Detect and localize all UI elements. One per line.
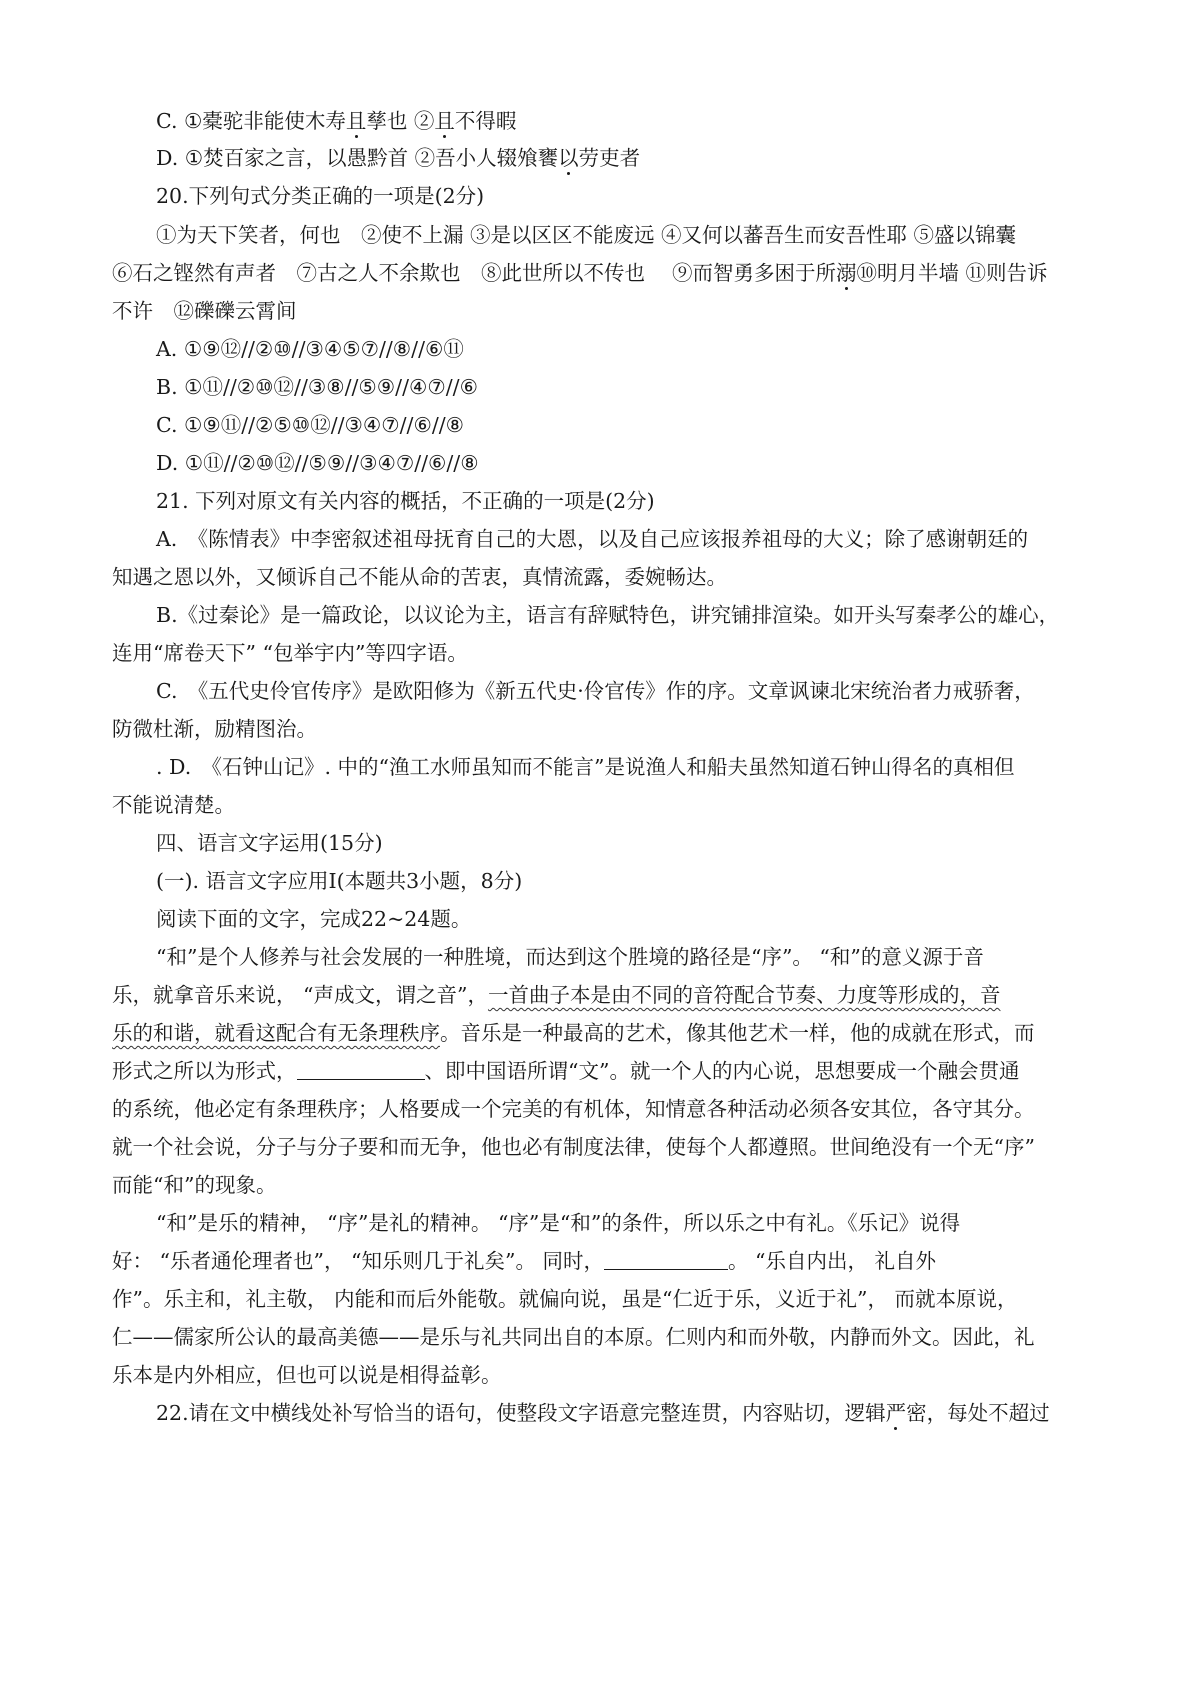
q22-stem: 22.请在文中横线处补写恰当的语句，使整段文字语意完整连贯，内容贴切，逻辑严密，每处不超过 bbox=[156, 1401, 1050, 1425]
q20-option-b: B. ①⑪//②⑩⑫//③⑧//⑤⑨//④⑦//⑥ bbox=[156, 375, 478, 399]
q20-stem: 20.下列句式分类正确的一项是(2分) bbox=[156, 184, 485, 208]
fill-blank-2[interactable] bbox=[604, 1247, 728, 1270]
passage-p1-line5: 的系统，他必定有条理秩序；人格要成一个完美的有机体，知情意各种活动必须各安其位，各守其分。 bbox=[112, 1097, 1035, 1121]
passage-p2-line5: 乐本是内外相应，但也可以说是相得益彰。 bbox=[112, 1363, 502, 1387]
q19-option-c: C. ①橐驼非能使木寿且孳也 ②且不得暇 bbox=[156, 109, 517, 133]
section4-instruction: 阅读下面的文字，完成22~24题。 bbox=[156, 907, 472, 931]
passage-p2-line1: “和”是乐的精神， “序”是礼的精神。 “序”是“和”的条件，所以乐之中有礼。《乐记》说得 bbox=[156, 1211, 961, 1235]
passage-p1-line7: 而能“和”的现象。 bbox=[112, 1173, 277, 1197]
section4-title: 四、语言文字运用(15分) bbox=[156, 831, 383, 855]
q20-sentences-line2: ⑥石之铿然有声者 ⑦古之人不余欺也 ⑧此世所以不传也 ⑨而智勇多困于所溺⑩明月半墙 ⑪则告诉 bbox=[112, 261, 1048, 285]
q21-option-b-line2: 连用“席卷天下” “包举宇内”等四字语。 bbox=[112, 641, 468, 665]
fill-blank-1[interactable] bbox=[297, 1057, 425, 1080]
q20-option-d: D. ①⑪//②⑩⑫//⑤⑨//③④⑦//⑥//⑧ bbox=[156, 451, 479, 475]
q21-option-a-line1: A. 《陈情表》中李密叙述祖母抚育自己的大恩，以及自己应该报养祖母的大义；除了感谢朝廷的 bbox=[156, 527, 1029, 551]
q20-sentences-line1: ①为天下笑者，何也 ②使不上漏 ③是以区区不能废远 ④又何以蕃吾生而安吾性耶 ⑤盛以锦囊 bbox=[156, 223, 1017, 247]
q21-option-d-line2: 不能说清楚。 bbox=[112, 793, 235, 817]
passage-p1-line4: 形式之所以为形式， 、即中国语所谓“文”。就一个人的内心说，思想要成一个融会贯通 bbox=[112, 1059, 1020, 1083]
q21-option-c-line2: 防微杜渐，励精图治。 bbox=[112, 717, 317, 741]
wavy-underlined-text: 一首曲子本是由不同的音符配合节奏、力度等形成的，音 bbox=[487, 983, 1001, 1007]
section4-subtitle: (一). 语言文字应用Ⅰ(本题共3小题，8分) bbox=[156, 869, 523, 893]
wavy-underlined-text: 乐的和谐，就看这配合有无条理秩序 bbox=[112, 1021, 440, 1045]
q21-option-d-line1: . D. 《石钟山记》. 中的“渔工水师虽知而不能言”是说渔人和船夫虽然知道石钟山得名的真相但 bbox=[156, 755, 1015, 779]
q21-option-c-line1: C. 《五代史伶官传序》是欧阳修为《新五代史·伶官传》作的序。文章讽谏北宋统治者力戒骄奢， bbox=[156, 679, 1035, 703]
q21-stem: 21. 下列对原文有关内容的概括，不正确的一项是(2分) bbox=[156, 489, 655, 513]
passage-p2-line4: 仁——儒家所公认的最高美德——是乐与礼共同出自的本原。仁则内和而外敬，内静而外文。因此，礼 bbox=[112, 1325, 1035, 1349]
passage-p2-line3: 作”。乐主和，礼主敬， 内能和而后外能敬。就偏向说，虽是“仁近于乐，义近于礼”， 而就本原说， bbox=[112, 1287, 1018, 1311]
q20-option-c: C. ①⑨⑪//②⑤⑩⑫//③④⑦//⑥//⑧ bbox=[156, 413, 465, 437]
passage-p1-line3: 乐的和谐，就看这配合有无条理秩序。音乐是一种最高的艺术，像其他艺术一样，他的成就在形式，而 bbox=[112, 1021, 1035, 1045]
passage-p2-line2: 好： “乐者通伦理者也”， “知乐则几于礼矣”。 同时， 。 “乐自内出， 礼自外 bbox=[112, 1249, 936, 1273]
q21-option-b-line1: B.《过秦论》是一篇政论，以议论为主，语言有辞赋特色，讲究铺排渲染。如开头写秦孝公的雄心， bbox=[156, 603, 1060, 627]
q19-option-d: D. ①焚百家之言，以愚黔首 ②吾小人辍飧饔以劳吏者 bbox=[156, 146, 641, 170]
passage-p1-line6: 就一个社会说，分子与分子要和而无争，他也必有制度法律，使每个人都遵照。世间绝没有一个无“序” bbox=[112, 1135, 1035, 1159]
passage-p1-line2: 乐，就拿音乐来说， “声成文，谓之音”，一首曲子本是由不同的音符配合节奏、力度等形成的，音 bbox=[112, 983, 1001, 1007]
q20-option-a: A. ①⑨⑫//②⑩//③④⑤⑦//⑧//⑥⑪ bbox=[156, 337, 464, 361]
passage-p1-line1: “和”是个人修养与社会发展的一种胜境，而达到这个胜境的路径是“序”。 “和”的意义源于音 bbox=[156, 945, 984, 969]
q20-sentences-line3: 不许 ⑫礫礫云霄间 bbox=[112, 299, 297, 323]
q21-option-a-line2: 知遇之恩以外，又倾诉自己不能从命的苦衷，真情流露，委婉畅达。 bbox=[112, 565, 727, 589]
